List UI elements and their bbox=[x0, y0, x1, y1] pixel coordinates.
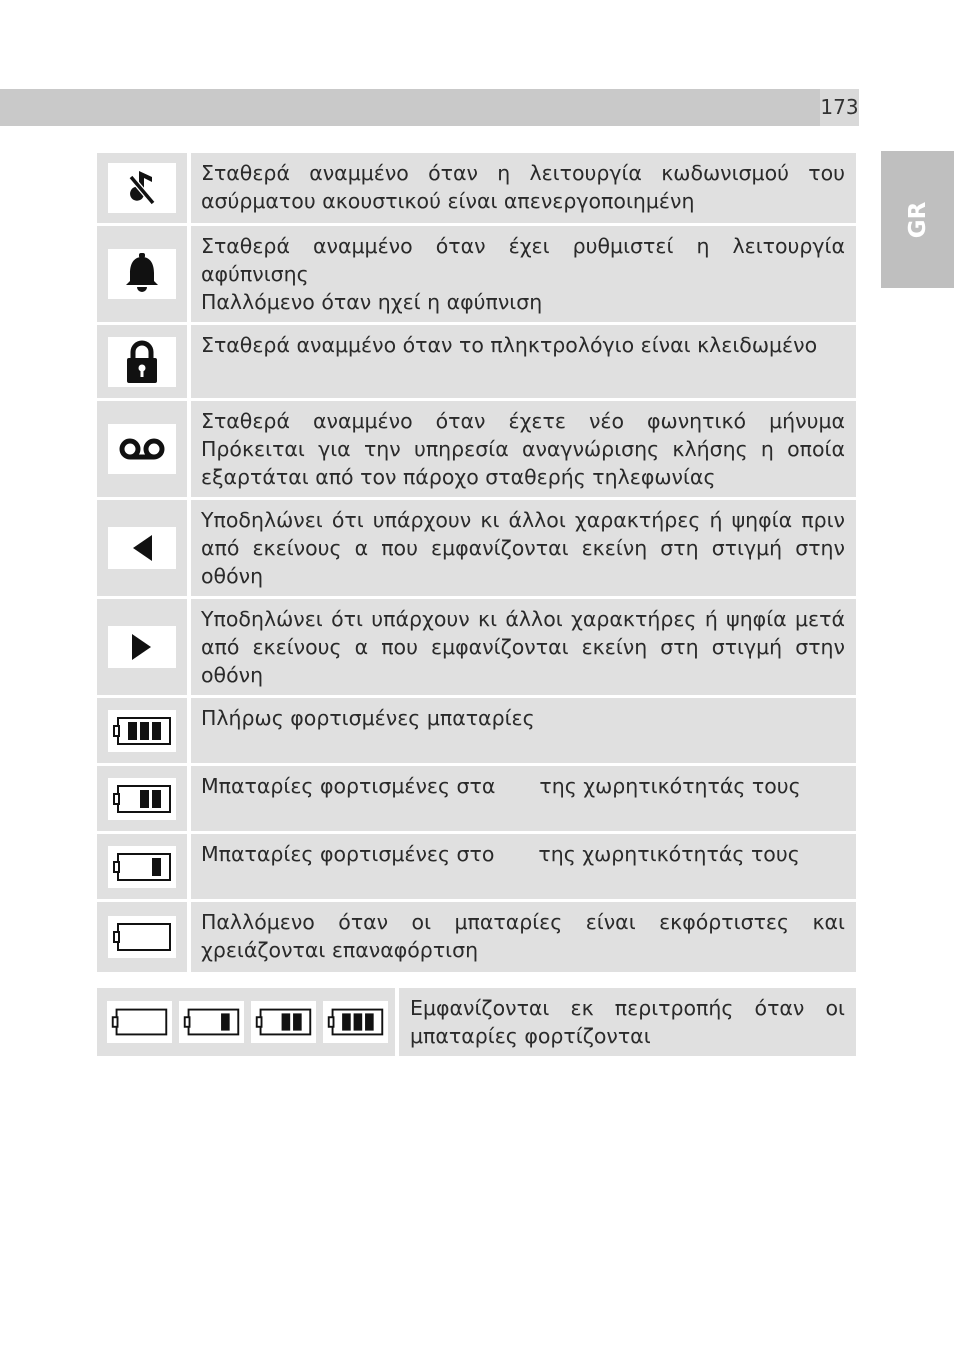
header-band bbox=[0, 89, 820, 126]
table-row bbox=[97, 766, 856, 834]
row-description: Μπαταρίες φορτισμένες στα της χωρητικότητάς τους bbox=[191, 766, 856, 834]
icon-legend-table bbox=[97, 153, 856, 972]
arrow-right-icon bbox=[108, 626, 176, 668]
table-row bbox=[97, 698, 856, 766]
language-tab bbox=[881, 151, 954, 288]
row-description: Σταθερά αναμμένο όταν το πληκτρολόγιο είναι κλειδωμένο bbox=[191, 325, 856, 401]
icon-cell bbox=[97, 766, 191, 834]
row-description: Παλλόμενο όταν οι μπαταρίες είναι εκφόρτιστες και χρειάζονται επαναφόρτιση bbox=[191, 902, 856, 972]
table-row bbox=[97, 902, 856, 972]
ringer-off-icon bbox=[108, 163, 176, 213]
row-description: Πλήρως φορτισμένες μπαταρίες bbox=[191, 698, 856, 766]
battery-two-thirds-icon bbox=[251, 1001, 316, 1043]
arrow-left-icon bbox=[108, 527, 176, 569]
table-row bbox=[97, 500, 856, 599]
table-row bbox=[97, 153, 856, 226]
icon-cell bbox=[97, 834, 191, 902]
icon-cell bbox=[97, 153, 191, 226]
row-description: Σταθερά αναμμένο όταν έχει ρυθμιστεί η λειτουργία αφύπνισης Παλλόμενο όταν ηχεί η αφύπνιση bbox=[191, 226, 856, 325]
table-row bbox=[97, 401, 856, 500]
battery-empty-icon bbox=[107, 1001, 172, 1043]
icon-cell bbox=[97, 401, 191, 500]
icon-cell bbox=[97, 500, 191, 599]
lock-icon bbox=[108, 337, 176, 387]
row-description: Υποδηλώνει ότι υπάρχουν κι άλλοι χαρακτήρες ή ψηφία μετά από εκείνους α που εμφανίζονται εκείνη στη στιγμή στην οθόνη bbox=[191, 599, 856, 698]
table-row bbox=[97, 226, 856, 325]
page-number: 173 bbox=[820, 89, 859, 126]
row-description: Σταθερά αναμμένο όταν έχετε νέο φωνητικό μήνυμα Πρόκειται για την υπηρεσία αναγνώρισης κλήσης η οποία εξαρτάται από τον πάροχο σταθερής τηλεφωνίας bbox=[191, 401, 856, 500]
alarm-bell-icon bbox=[108, 249, 176, 299]
icon-cell bbox=[97, 599, 191, 698]
battery-one-third-icon bbox=[108, 846, 176, 888]
icon-cell bbox=[97, 325, 191, 401]
icon-cell bbox=[97, 698, 191, 766]
row-description: Σταθερά αναμμένο όταν η λειτουργία κωδωνισμού του ασύρματου ακουστικού είναι απενεργοποιημένη bbox=[191, 153, 856, 226]
battery-full-icon bbox=[108, 710, 176, 752]
battery-two-thirds-icon bbox=[108, 778, 176, 820]
language-tab-label: GR bbox=[904, 201, 931, 238]
charging-description: Εμφανίζονται εκ περιτροπής όταν οι μπαταρίες φορτίζονται bbox=[399, 988, 856, 1056]
row-description: Υποδηλώνει ότι υπάρχουν κι άλλοι χαρακτήρες ή ψηφία πριν από εκείνους α που εμφανίζονται εκείνη στη στιγμή στην οθόνη bbox=[191, 500, 856, 599]
icon-cell bbox=[97, 902, 191, 972]
table-row bbox=[97, 599, 856, 698]
table-row bbox=[97, 834, 856, 902]
battery-empty-icon bbox=[108, 916, 176, 958]
icon-cell bbox=[97, 226, 191, 325]
row-description: Μπαταρίες φορτισμένες στο της χωρητικότητάς τους bbox=[191, 834, 856, 902]
charging-icons bbox=[97, 988, 399, 1056]
table-row bbox=[97, 325, 856, 401]
battery-one-third-icon bbox=[179, 1001, 244, 1043]
voicemail-icon bbox=[108, 424, 176, 474]
battery-full-icon bbox=[323, 1001, 388, 1043]
charging-legend bbox=[97, 988, 856, 1056]
